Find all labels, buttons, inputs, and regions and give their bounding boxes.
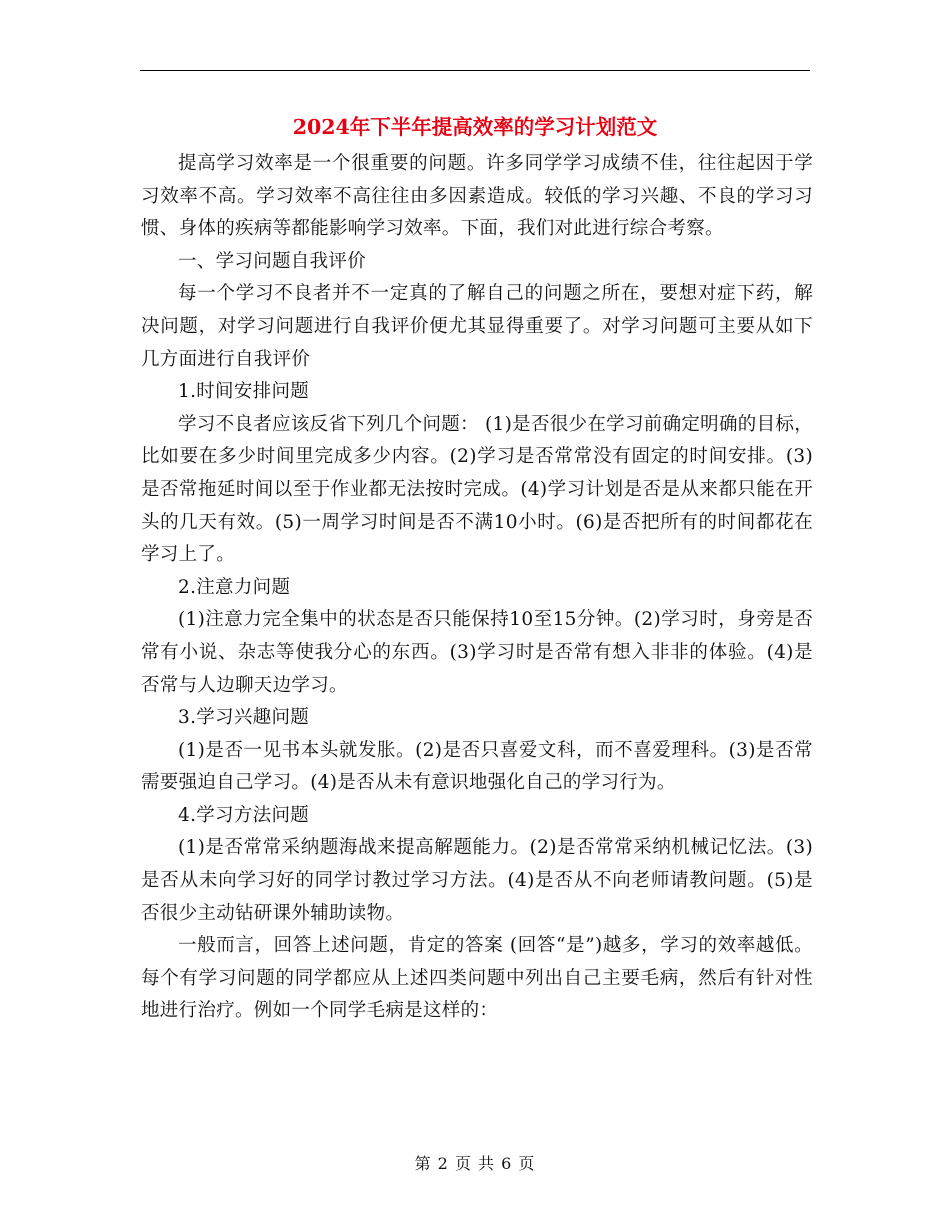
paragraph-conclusion: 一般而言，回答上述问题，肯定的答案 (回答“是”)越多，学习的效率越低。每个有学习问题的同学都应从上述四类问题中列出自己主要毛病，然后有针对性地进行治疗。例如一个同学毛病是这样的：	[141, 935, 813, 1022]
paragraph-self-evaluation: 每一个学习不良者并不一定真的了解自己的问题之所在，要想对症下药，解决问题，对学习问题进行自我评价便尤其显得重要了。对学习问题可主要从如下几方面进行自我评价	[141, 283, 813, 370]
paragraph-intro: 提高学习效率是一个很重要的问题。许多同学学习成绩不佳，往往起因于学习效率不高。学习效率不高往往由多因素造成。较低的学习兴趣、不良的学习习惯、身体的疾病等都能影响学习效率。下面，我们对此进行综合考察。	[141, 153, 813, 240]
paragraph-interest: (1)是否一见书本头就发胀。(2)是否只喜爱文科，而不喜爱理科。(3)是否常需要强迫自己学习。(4)是否从未有意识地强化自己的学习行为。	[141, 739, 813, 794]
paragraph-method: (1)是否常常采纳题海战来提高解题能力。(2)是否常常采纳机械记忆法。(3)是否从未向学习好的同学讨教过学习方法。(4)是否从不向老师请教问题。(5)是否很少主动钻研课外辅助读物。	[141, 837, 813, 924]
section-heading-self-evaluation: 一、学习问题自我评价	[178, 250, 367, 272]
subheading-interest: 3.学习兴趣问题	[178, 707, 310, 729]
header-rule	[140, 70, 810, 71]
subheading-method: 4.学习方法问题	[178, 804, 310, 826]
subheading-time-management: 1.时间安排问题	[178, 381, 310, 403]
page-number-footer: 第 2 页 共 6 页	[414, 1154, 536, 1173]
paragraph-attention: (1)注意力完全集中的状态是否只能保持10至15分钟。(2)学习时，身旁是否常有小说、杂志等使我分心的东西。(3)学习时是否常有想入非非的体验。(4)是否常与人边聊天边学习。	[141, 609, 813, 696]
subheading-attention: 2.注意力问题	[178, 576, 291, 598]
document-body	[141, 148, 813, 1028]
document-title: 2024年下半年提高效率的学习计划范文	[292, 115, 658, 139]
paragraph-time-management: 学习不良者应该反省下列几个问题： (1)是否很少在学习前确定明确的目标，比如要在多少时间里完成多少内容。(2)学习是否常常没有固定的时间安排。(3)是否常拖延时间以至于作业都无法按时完成。(4)学习计划是否是从来都只能在开头的几天有效。(5)一周学习时间是否不满10小时。(6)是否把所有的时间都花在学习上了。	[141, 413, 813, 566]
